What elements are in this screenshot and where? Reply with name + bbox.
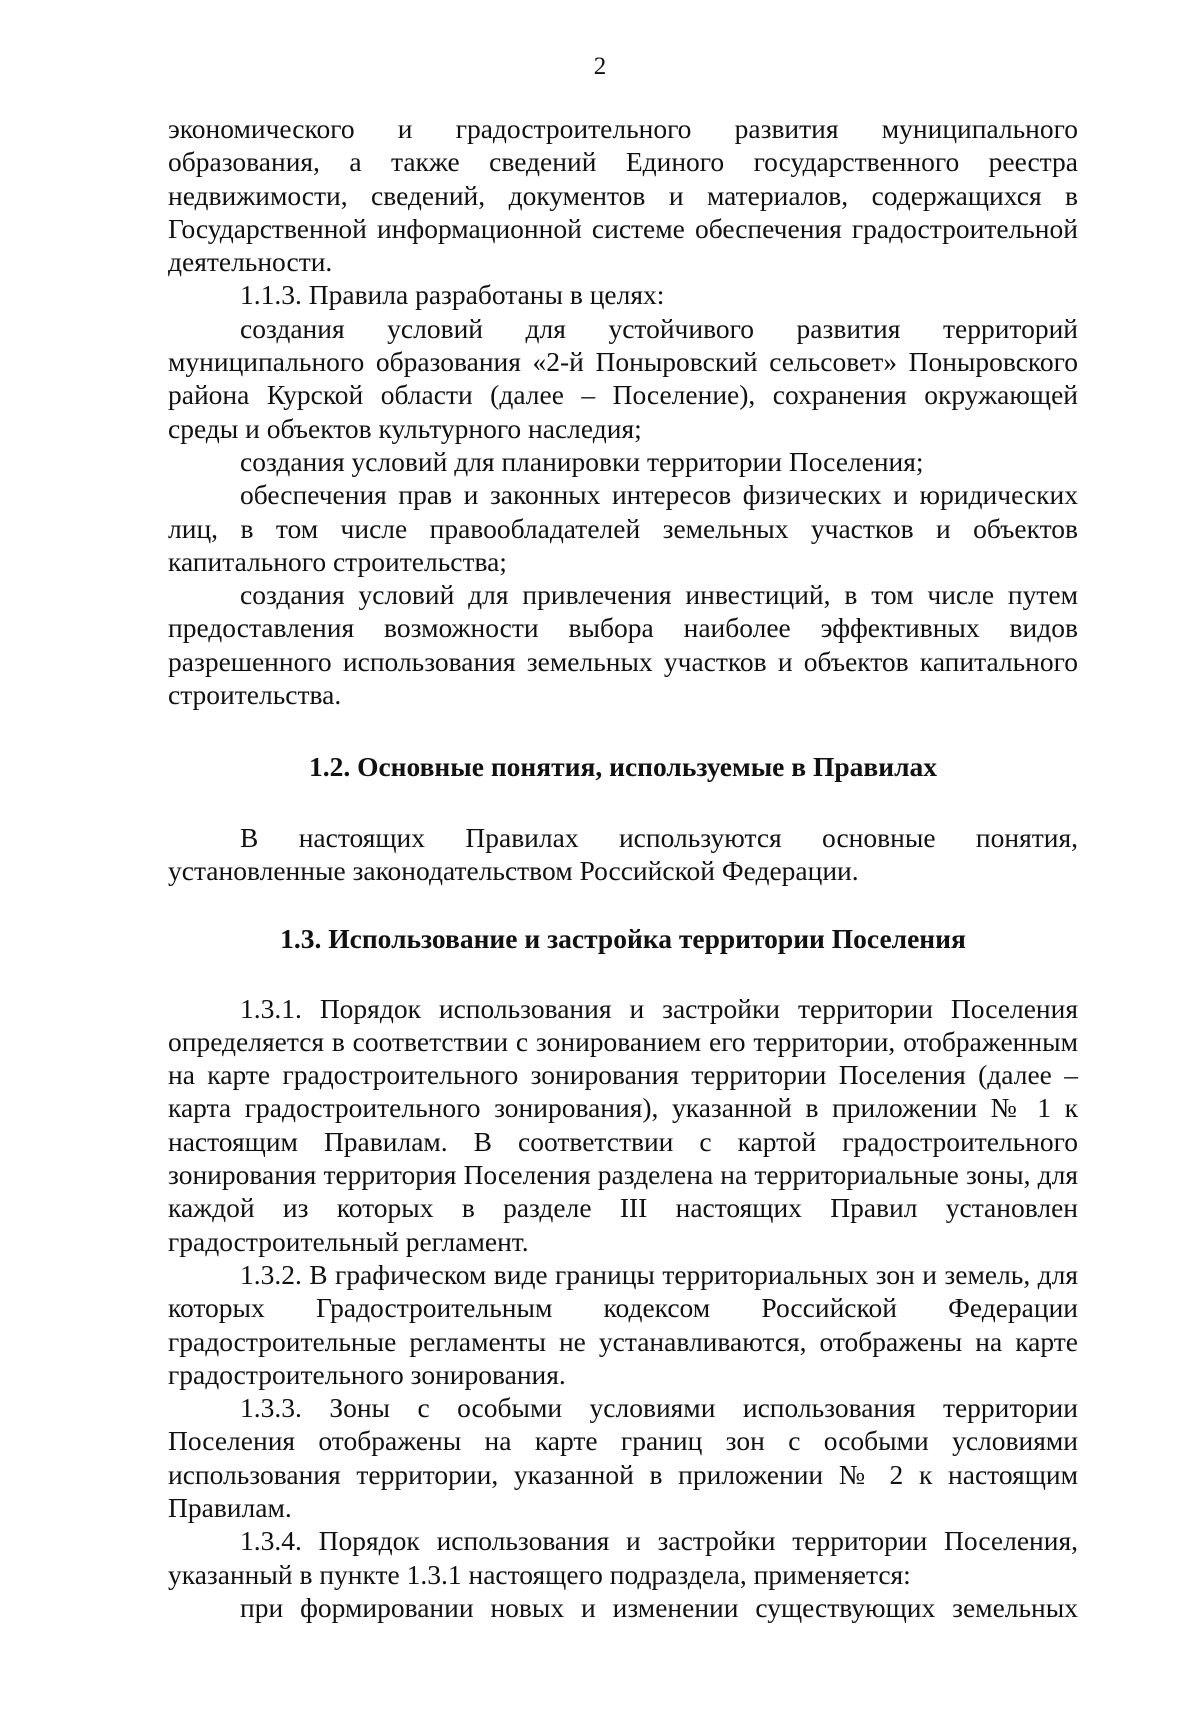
paragraph-goal-investments: создания условий для привлечения инвестиций, в том числе путем предоставления возможности выбора наиболее эффективных видов разрешенного использования земельных участков и объектов капитального строительства. — [168, 579, 1078, 711]
paragraph-goal-sustainable-development: создания условий для устойчивого развития территорий муниципального образования «2-й Поныровский сельсовет» Поныровского района Курской области (далее – Поселение), сохранения окружающей среды и объектов культурного наследия; — [168, 312, 1078, 444]
page-number: 2 — [593, 53, 607, 80]
document-body — [168, 112, 1078, 1624]
paragraph-1-2: В настоящих Правилах используются основные понятия, установленные законодательством Российской Федерации. — [168, 821, 1078, 886]
paragraph-1-1-3: 1.1.3. Правила разработаны в целях: — [240, 279, 665, 311]
section-heading-1-2: 1.2. Основные понятия, используемые в Правилах — [308, 751, 938, 783]
paragraph-1-3-3: 1.3.3. Зоны с особыми условиями использования территории Поселения отображены на карте границ зон с особыми условиями использования территории, указанной в приложении № 2 к настоящим Правилам. — [168, 1392, 1078, 1523]
paragraph-1-3-1: 1.3.1. Порядок использования и застройки территории Поселения определяется в соответствии с зонированием его территории, отображенным на карте градостроительного зонирования территории Поселения (далее – карта градостроительного зонирования), указанной в приложении № 1 к настоящим Правилам. В соответствии с картой градостроительного зонирования территория Поселения разделена на территориальные зоны, для каждой из которых в разделе III настоящих Правил установлен градостроительный регламент. — [168, 992, 1078, 1257]
paragraph-goal-rights: обеспечения прав и законных интересов физических и юридических лиц, в том числе правообладателей земельных участков и объектов капитального строительства; — [168, 479, 1078, 577]
paragraph-1-3-2: 1.3.2. В графическом виде границы территориальных зон и земель, для которых Градостроительным кодексом Российской Федерации градостроительные регламенты не устанавливаются, отображены на карте градостроительного зонирования. — [168, 1258, 1078, 1390]
section-heading-1-3: 1.3. Использование и застройка территории Поселения — [280, 923, 966, 955]
paragraph-continuation: экономического и градостроительного развития муниципального образования, а также сведений Единого государственного реестра недвижимости, сведений, документов и материалов, содержащихся в Государственной информационной системе обеспечения градостроительной деятельности. — [168, 113, 1078, 278]
paragraph-goal-planning: создания условий для планировки территории Поселения; — [240, 445, 924, 477]
paragraph-1-3-4: 1.3.4. Порядок использования и застройки территории Поселения, указанный в пункте 1.3.1 настоящего подраздела, применяется: — [168, 1525, 1078, 1590]
paragraph-1-3-4-item: при формировании новых и изменении существующих земельных — [240, 1591, 1078, 1623]
